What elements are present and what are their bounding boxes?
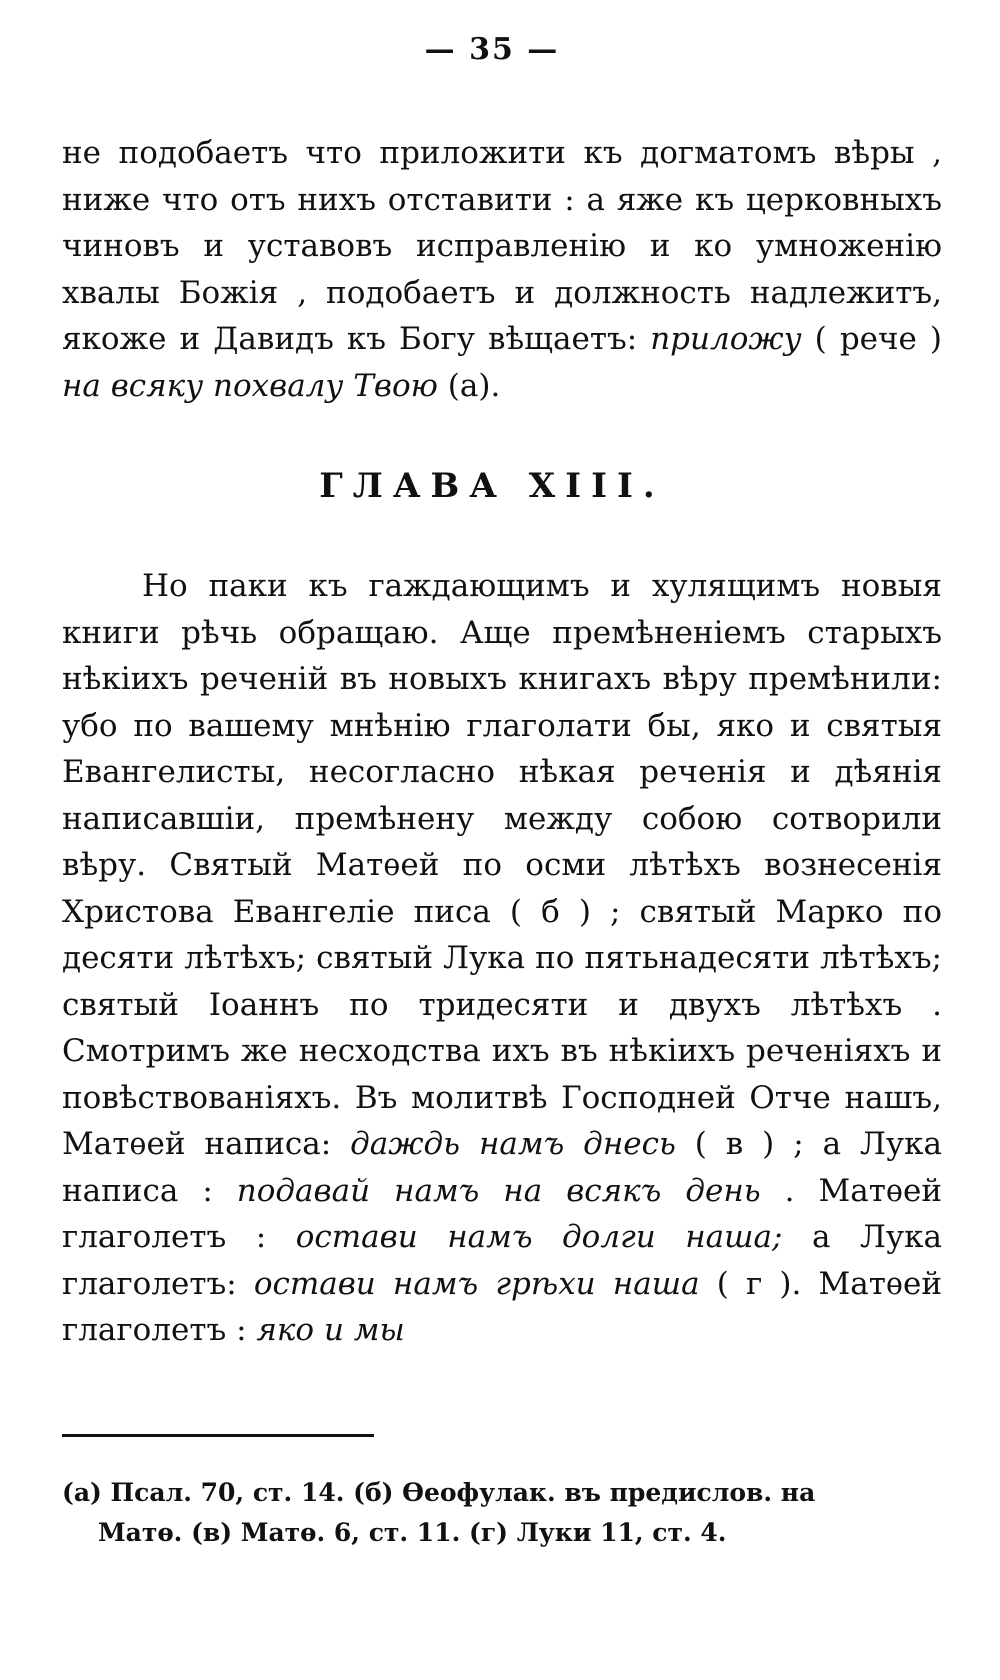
paragraph-1-run: (а). — [437, 367, 501, 404]
footnote-divider — [62, 1434, 374, 1437]
paragraph-2-run: ( г ). Матѳей глаголетъ : — [62, 1265, 942, 1348]
paragraph-1-run: ( рече ) — [801, 321, 942, 357]
page-number: — 35 — — [424, 32, 560, 67]
paragraph-2-run-italic: остави намъ долги наша; — [295, 1219, 783, 1255]
paragraph-1-run-italic: на всяку похвалу Твою — [62, 367, 438, 404]
book-page — [62, 30, 942, 1650]
paragraph-2 — [62, 563, 942, 1354]
paragraph-2-run: . Матѳей глаголетъ : — [62, 1172, 942, 1255]
paragraph-1 — [62, 130, 942, 409]
paragraph-2-run: ( в ) ; а Лука написа : — [62, 1126, 942, 1209]
paragraph-2-run-italic: даждь намъ днесь — [350, 1126, 676, 1162]
footnote-line-1: (а) Псал. 70, ст. 14. (б) Ѳеофулак. въ предислов. на — [62, 1477, 816, 1507]
paragraph-2-run-italic: яко и мы — [256, 1312, 405, 1348]
paragraph-2-run-italic: остави намъ грѣхи наша — [253, 1265, 700, 1302]
paragraph-1-run-italic: приложу — [650, 321, 802, 357]
paragraph-2-run: Но паки къ гаждающимъ и хулящимъ новыя книги рѣчь обращаю. Аще премѣненіемъ старыхъ нѣкіихъ реченій въ новыхъ книгахъ вѣру премѣнили: убо по вашему мнѣнію глаголати бы, яко и святыя Евангелисты, несогласно нѣкая реченія и дѣянія написавшіи, премѣнену между собою сотворили вѣру. Святый Матѳей по осми лѣтѣхъ вознесенія Христова Евангеліе писа ( б ) ; святый Марко по десяти лѣтѣхъ; святый Лука по пятьнадесяти лѣтѣхъ; святый Іоаннъ по тридесяти и двухъ лѣтѣхъ . Смотримъ же несходства ихъ въ нѣкіихъ реченіяхъ и повѣствованіяхъ. Въ молитвѣ Господней Отче нашъ, Матѳей написа: — [62, 568, 942, 1162]
footnote-line-2: Матѳ. (в) Матѳ. 6, ст. 11. (г) Луки 11, ст. 4. — [98, 1517, 727, 1547]
chapter-title: ГЛАВА XIII. — [319, 466, 665, 506]
footnotes — [62, 1473, 942, 1553]
paragraph-1-run: не подобаетъ что приложити къ догматомъ вѣры , ниже что отъ нихъ отставити : а яже къ церковныхъ чиновъ и уставовъ исправленію и ко умноженію хвалы Божія , подобаетъ и должность надлежитъ, якоже и Давидъ къ Богу вѣщаетъ: — [62, 135, 942, 357]
paragraph-2-run-italic: подавай намъ на всякъ день — [236, 1172, 761, 1209]
paragraph-2-run: а Лука глаголетъ: — [62, 1219, 942, 1302]
